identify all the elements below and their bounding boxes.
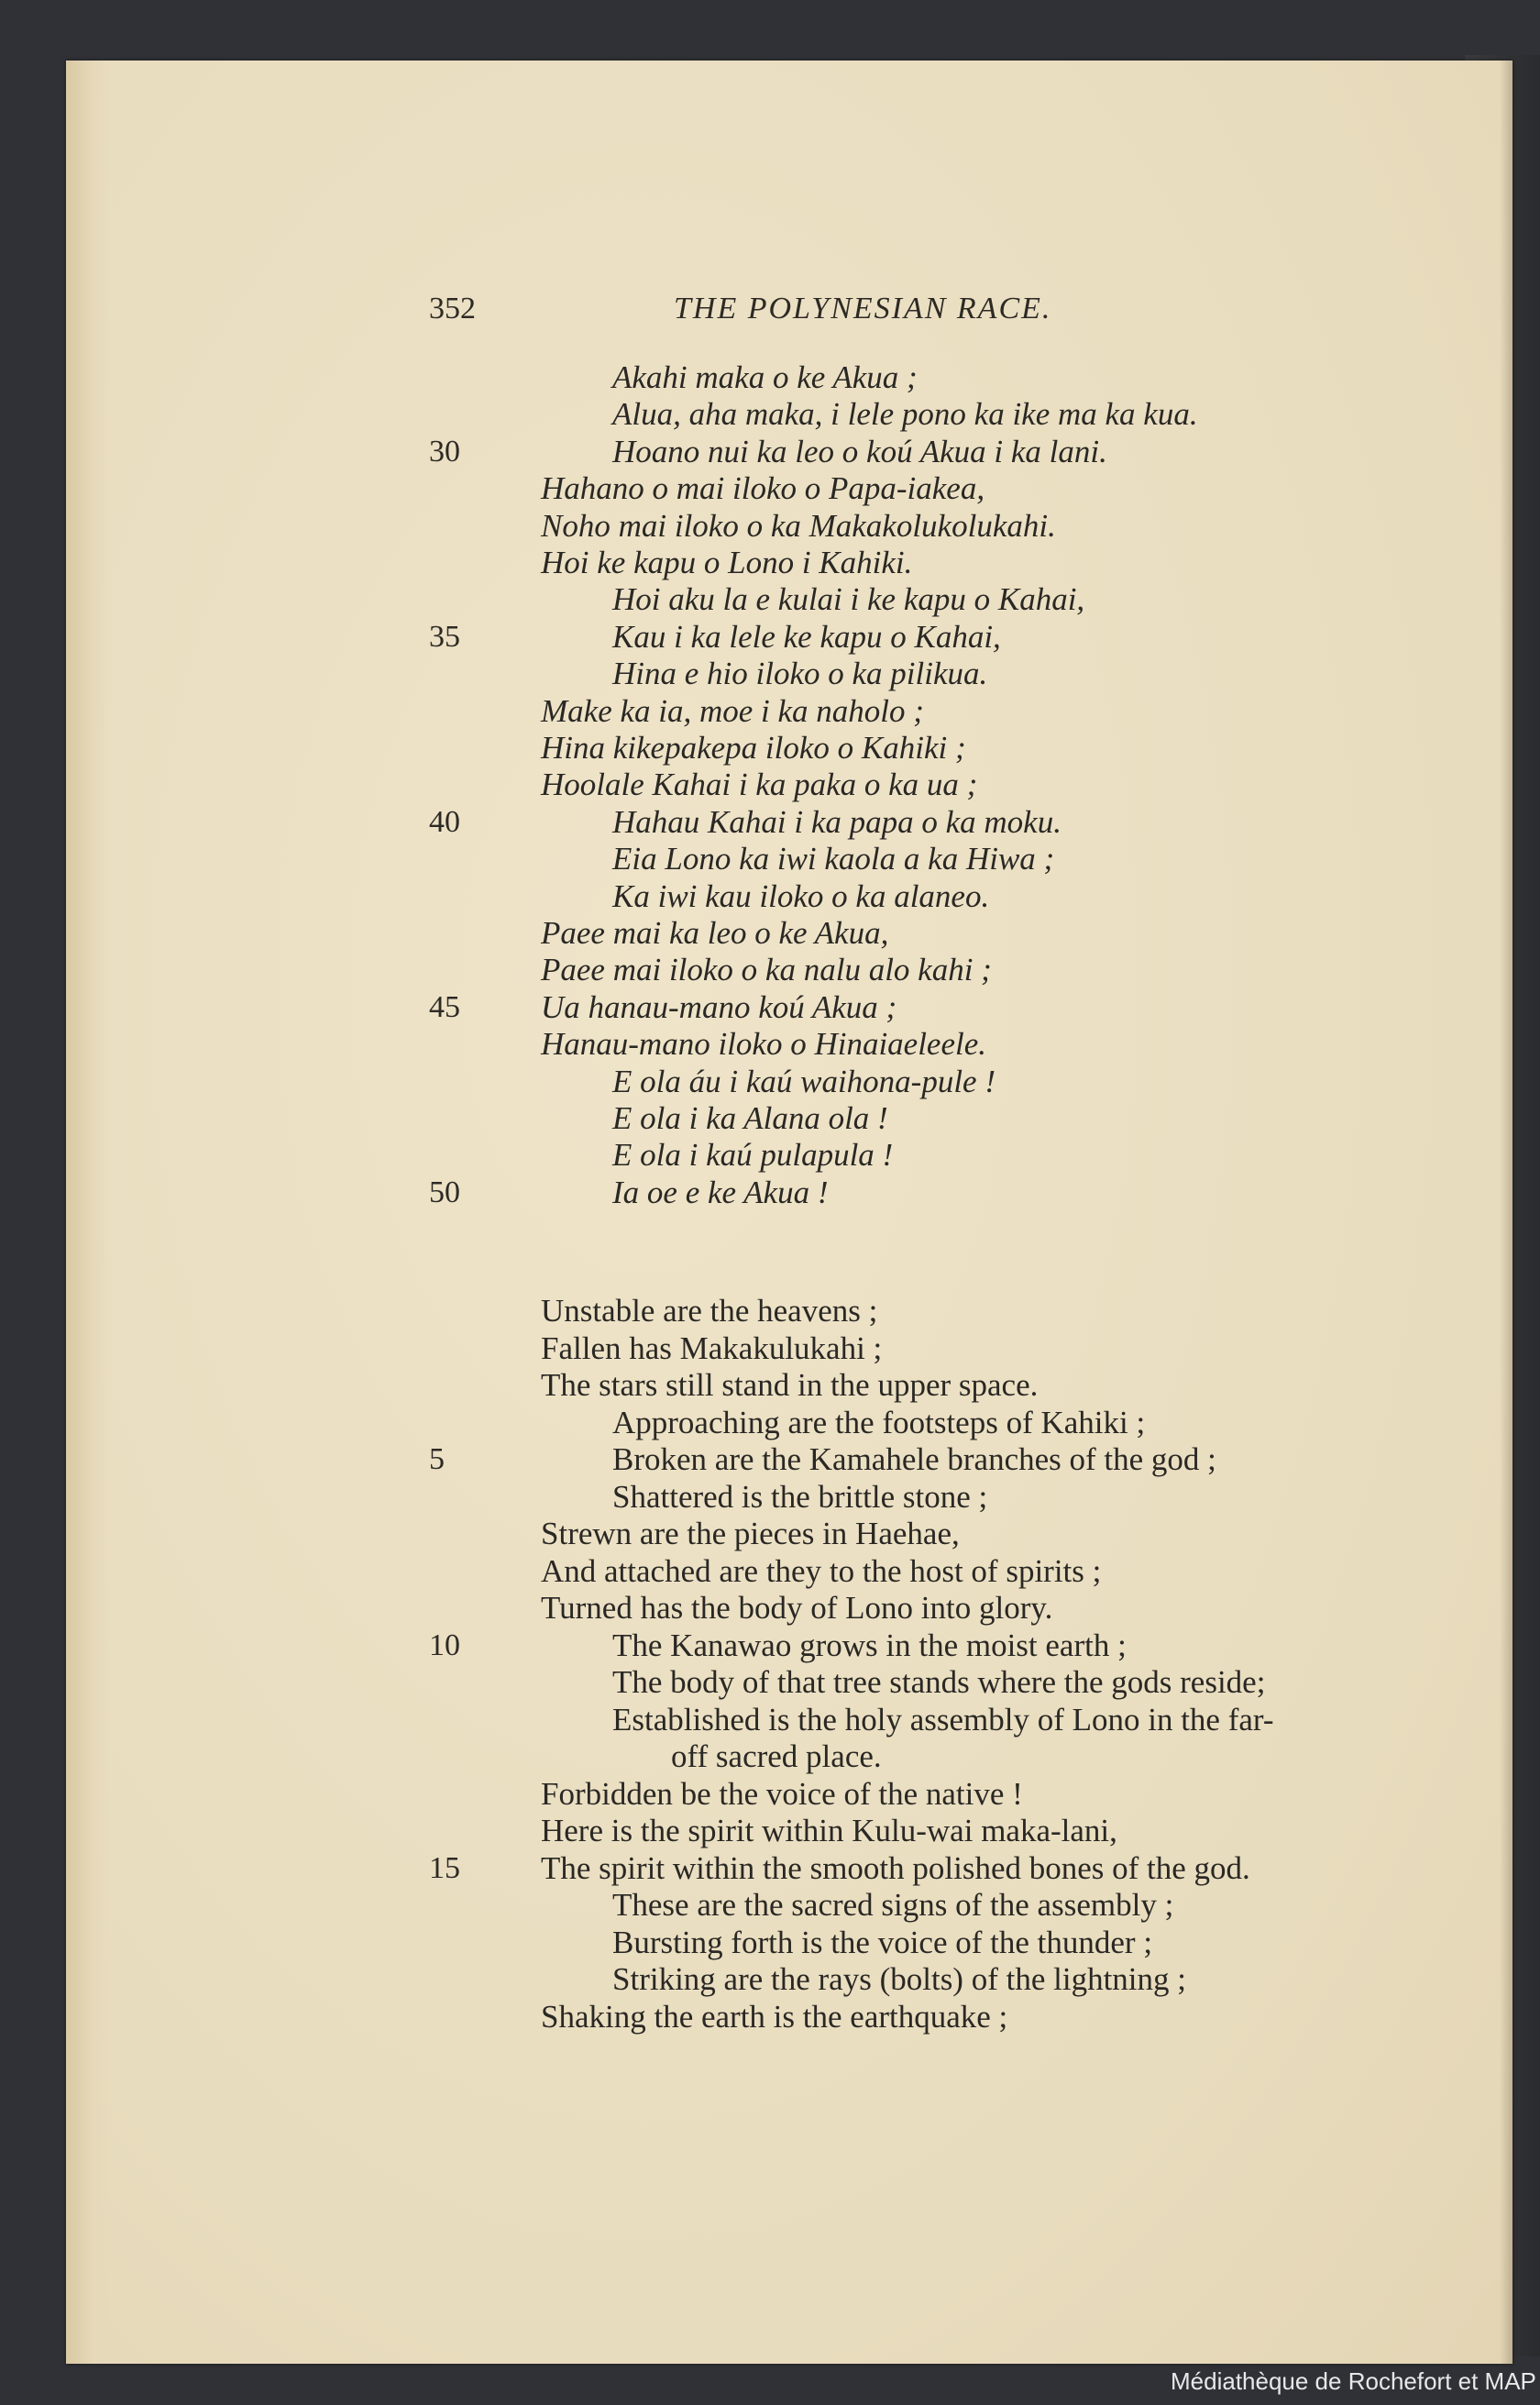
verse-line: off sacred place. bbox=[671, 1738, 882, 1774]
verse-line: The spirit within the smooth polished bones of the god. bbox=[541, 1849, 1250, 1886]
line-number: 10 bbox=[429, 1627, 460, 1662]
verse-line: Ka iwi kau iloko o ka alaneo. bbox=[612, 877, 990, 914]
page-edge-shadow bbox=[1500, 61, 1512, 2364]
verse-line: E ola i kaú pulapula ! bbox=[612, 1137, 894, 1174]
verse-line: Eia Lono ka iwi kaola a ka Hiwa ; bbox=[612, 841, 1055, 877]
verse-line: Paee mai ka leo o ke Akua, bbox=[541, 915, 889, 951]
verse-line: Hoolale Kahai i ka paka o ka ua ; bbox=[541, 767, 978, 803]
verse-line: Hahano o mai iloko o Papa-iakea, bbox=[541, 470, 985, 507]
page-gutter bbox=[66, 61, 110, 2364]
line-number: 30 bbox=[429, 434, 460, 469]
verse-line: Hoi ke kapu o Lono i Kahiki. bbox=[541, 545, 913, 580]
verse-line: Ia oe e ke Akua ! bbox=[612, 1174, 829, 1210]
verse-line: Forbidden be the voice of the native ! bbox=[541, 1775, 1023, 1812]
line-number: 15 bbox=[429, 1850, 460, 1885]
verse-line: Ua hanau-mano koú Akua ; bbox=[541, 988, 897, 1025]
verse-line: Established is the holy assembly of Lono in the far- bbox=[612, 1701, 1274, 1738]
verse-line: Here is the spirit within Kulu-wai maka-lani, bbox=[541, 1813, 1117, 1848]
line-number: 40 bbox=[429, 804, 460, 839]
verse-line: These are the sacred signs of the assembly ; bbox=[612, 1887, 1174, 1923]
line-number: 50 bbox=[429, 1175, 460, 1209]
verse-line: Broken are the Kamahele branches of the god ; bbox=[612, 1441, 1216, 1477]
verse-line: Hoano nui ka leo o koú Akua i ka lani. bbox=[612, 433, 1107, 469]
line-number: 5 bbox=[429, 1442, 445, 1476]
verse-line: Kau i ka lele ke kapu o Kahai, bbox=[612, 618, 1001, 655]
verse-line: Shattered is the brittle stone ; bbox=[612, 1478, 988, 1515]
verse-line: Akahi maka o ke Akua ; bbox=[612, 359, 918, 395]
verse-line: E ola áu i kaú waihona-pule ! bbox=[612, 1063, 996, 1099]
verse-line: The Kanawao grows in the moist earth ; bbox=[612, 1627, 1127, 1663]
verse-line: Fallen has Makakulukahi ; bbox=[541, 1329, 883, 1366]
line-number: 35 bbox=[429, 619, 460, 654]
verse-line: Hanau-mano iloko o Hinaiaeleele. bbox=[541, 1026, 987, 1063]
verse-line: Hina kikepakepa iloko o Kahiki ; bbox=[541, 730, 966, 766]
library-credit: Médiathèque de Rochefort et MAP bbox=[1171, 2367, 1536, 2395]
verse-line: Bursting forth is the voice of the thunder ; bbox=[612, 1924, 1153, 1960]
verse-line: Noho mai iloko o ka Makakolukolukahi. bbox=[541, 507, 1056, 544]
verse-line: Hoi aku la e kulai i ke kapu o Kahai, bbox=[612, 581, 1085, 618]
running-head: THE POLYNESIAN RACE. bbox=[674, 292, 1052, 325]
verse-line: Alua, aha maka, i lele pono ka ike ma ka kua. bbox=[612, 396, 1198, 433]
page-header bbox=[0, 292, 1540, 337]
verse-line: Striking are the rays (bolts) of the lightning ; bbox=[612, 1961, 1187, 1997]
verse-line: Make ka ia, moe i ka naholo ; bbox=[541, 692, 924, 729]
verse-line: Paee mai iloko o ka nalu alo kahi ; bbox=[541, 952, 992, 988]
verse-line: Turned has the body of Lono into glory. bbox=[541, 1590, 1053, 1626]
page-number: 352 bbox=[429, 292, 476, 325]
line-number: 45 bbox=[429, 989, 460, 1024]
verse-line: E ola i ka Alana ola ! bbox=[612, 1100, 888, 1136]
verse-line: The stars still stand in the upper space. bbox=[541, 1367, 1039, 1403]
verse-line: Hina e hio iloko o ka pilikua. bbox=[612, 656, 988, 692]
verse-line: Shaking the earth is the earthquake ; bbox=[541, 1998, 1008, 2035]
verse-line: And attached are they to the host of spirits ; bbox=[541, 1552, 1102, 1589]
verse-line: Unstable are the heavens ; bbox=[541, 1293, 878, 1329]
verse-line: Approaching are the footsteps of Kahiki ; bbox=[612, 1404, 1146, 1440]
verse-line: Hahau Kahai i ka papa o ka moku. bbox=[612, 803, 1062, 840]
verse-line: Strewn are the pieces in Haehae, bbox=[541, 1516, 960, 1551]
verse-line: The body of that tree stands where the gods reside; bbox=[612, 1664, 1266, 1700]
